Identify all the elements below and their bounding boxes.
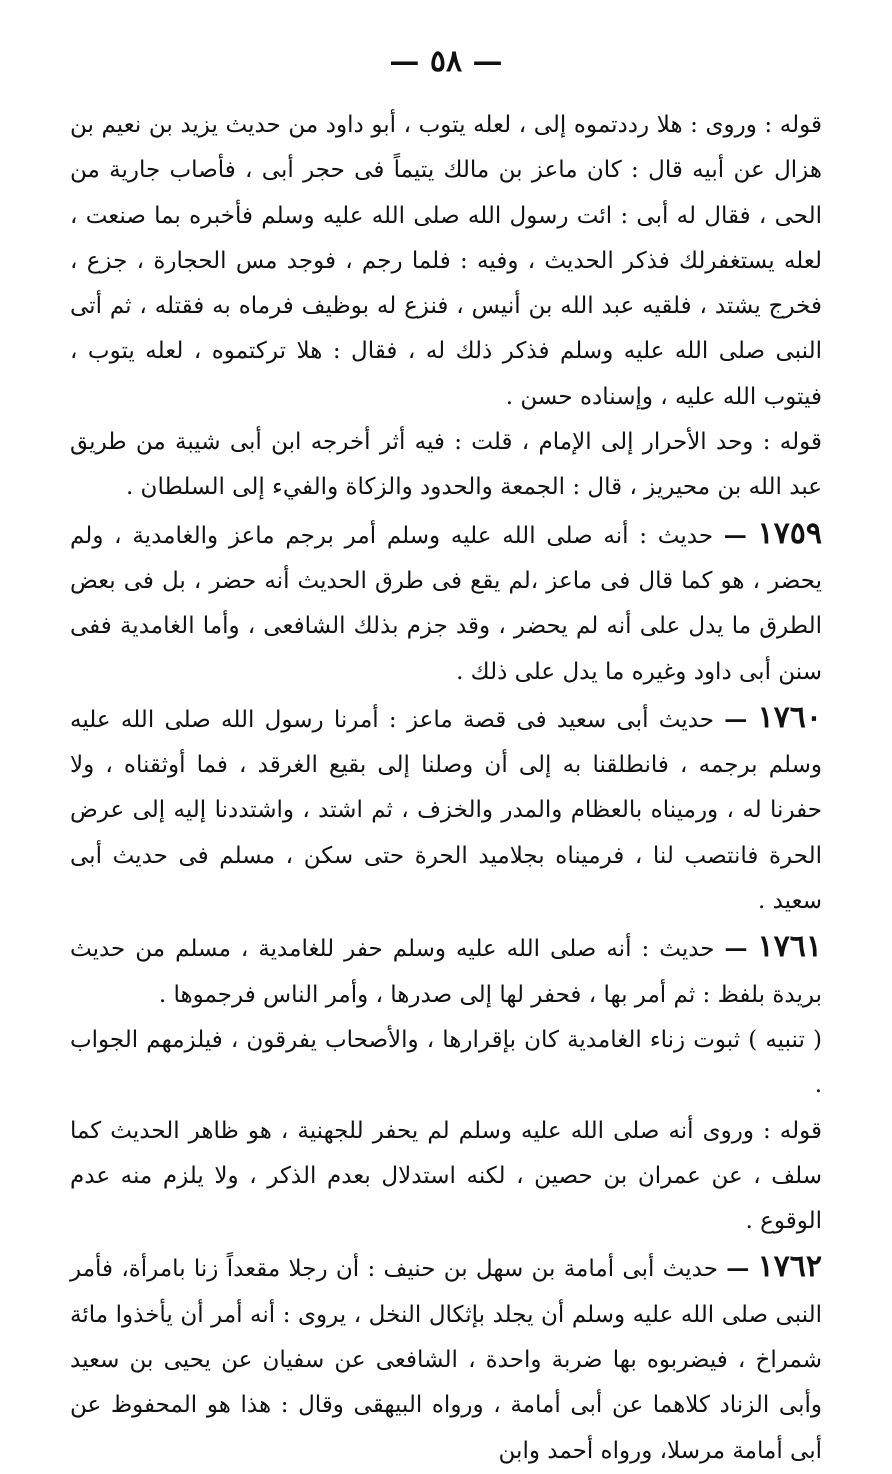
paragraph-qawluh-ahrar [70, 420, 822, 511]
paragraph-text: ( تنبيه ) ثبوت زناء الغامدية كان بإقرارها ، والأصحاب يفرقون ، فيلزمهم الجواب . [70, 1026, 822, 1099]
paragraph-text: قوله : وروى أنه صلى الله عليه وسلم لم يحفر للجهنية ، هو ظاهر الحديث كما سلف ، عن عمران بن حصين ، لكنه استدلال بعدم الذكر ، ولا يلزم منه عدم الوقوع . [70, 1117, 823, 1235]
hadith-1759 [70, 511, 822, 695]
dash: — [726, 1255, 750, 1283]
page-number: — ٥٨ — [389, 44, 503, 79]
paragraph-qawluh-juhaniyya [70, 1109, 822, 1245]
paragraph-qawluh-maiz [70, 103, 822, 420]
hadith-1761 [70, 924, 822, 1018]
dash: — [724, 935, 748, 963]
dash: — [724, 705, 748, 733]
hadith-text: حديث : أنه صلى الله عليه وسلم حفر للغامدية ، مسلم من حديث بريدة بلفظ : ثم أمر بها ، فحفر لها إلى صدرها ، وأمر الناس فرجموها . [70, 936, 822, 1008]
hadith-number: ١٧٦٢ [757, 1249, 823, 1285]
paragraph-text: قوله : وروى : هلا رددتموه إلى ، لعله يتوب ، أبو داود من حديث يزيد بن نعيم بن هزال عن أبيه قال : كان ماعز بن مالك يتيماً فى حجر أبى ، فأصاب جارية من الحى ، فقال له أبى : ائت رسول الله صلى الله عليه وسلم فأخبره بما صنعت ، لعله يستغفرلك فذكر الحديث ، وفيه : فلما رجم ، فوجد مس الحجارة ، جزع ، فخرج يشتد ، فلقيه عبد الله بن أنيس ، فنزع له بوظيف فرماه به فقتله ، ثم أتى النبى صلى الله عليه وسلم فذكر ذلك له ، فقال : هلا تركتموه ، لعله يتوب ، فيتوب الله عليه ، وإسناده حسن . [70, 112, 822, 410]
hadith-number: ١٧٥٩ [757, 515, 822, 551]
hadith-text: حديث أبى سعيد فى قصة ماعز : أمرنا رسول الله صلى الله عليه وسلم برجمه ، فانطلقنا به إلى أن وصلنا إلى بقيع الغرقد ، فما أوثقناه ، ولا حفرنا له ، ورميناه بالعظام والمدر والخزف ، ثم اشتد ، واشتددنا إليه إلى عرض الحرة فانتصب لنا ، فرميناه بجلاميد الحرة حتى سكن ، مسلم فى حديث أبى سعيد . [70, 706, 822, 915]
paragraph-text: قوله : وحد الأحرار إلى الإمام ، قلت : فيه أثر أخرجه ابن أبى شيبة من طريق عبد الله بن محيريز ، قال : الجمعة والحدود والزكاة والفيء إلى السلطان . [70, 429, 822, 501]
hadith-text: حديث : أنه صلى الله عليه وسلم أمر برجم ماعز والغامدية ، ولم يحضر ، هو كما قال فى ماعز ،لم يقع فى طرق الحديث أنه حضر ، بل فى بعض الطرق ما يدل على أنه لم يحضر ، وقد جزم بذلك الشافعى ، وأما الغامدية ففى سنن أبى داود وغيره ما يدل على ذلك . [70, 522, 822, 685]
hadith-number: ١٧٦١ [757, 929, 822, 965]
dash: — [723, 521, 747, 549]
hadith-1762 [70, 1244, 822, 1473]
page-body [70, 103, 822, 1474]
hadith-1760 [70, 695, 822, 924]
paragraph-tanbih [70, 1018, 822, 1109]
hadith-number: ١٧٦٠ [757, 699, 823, 735]
hadith-text: حديث أبى أمامة بن سهل بن حنيف : أن رجلا مقعداً زنا بامرأة، فأمر النبى صلى الله عليه وسلم أن يجلد بإثكال النخل ، يروى : أنه أمر أن يأخذوا مائة شمراخ ، فيضربوه بها ضربة واحدة ، الشافعى عن سفيان عن يحيى بن سعيد وأبى الزناد كلاهما عن أبى أمامة ، ورواه البيهقى وقال : هذا هو المحفوظ عن أبى أمامة مرسلا، ورواه أحمد وابن [70, 1256, 822, 1464]
